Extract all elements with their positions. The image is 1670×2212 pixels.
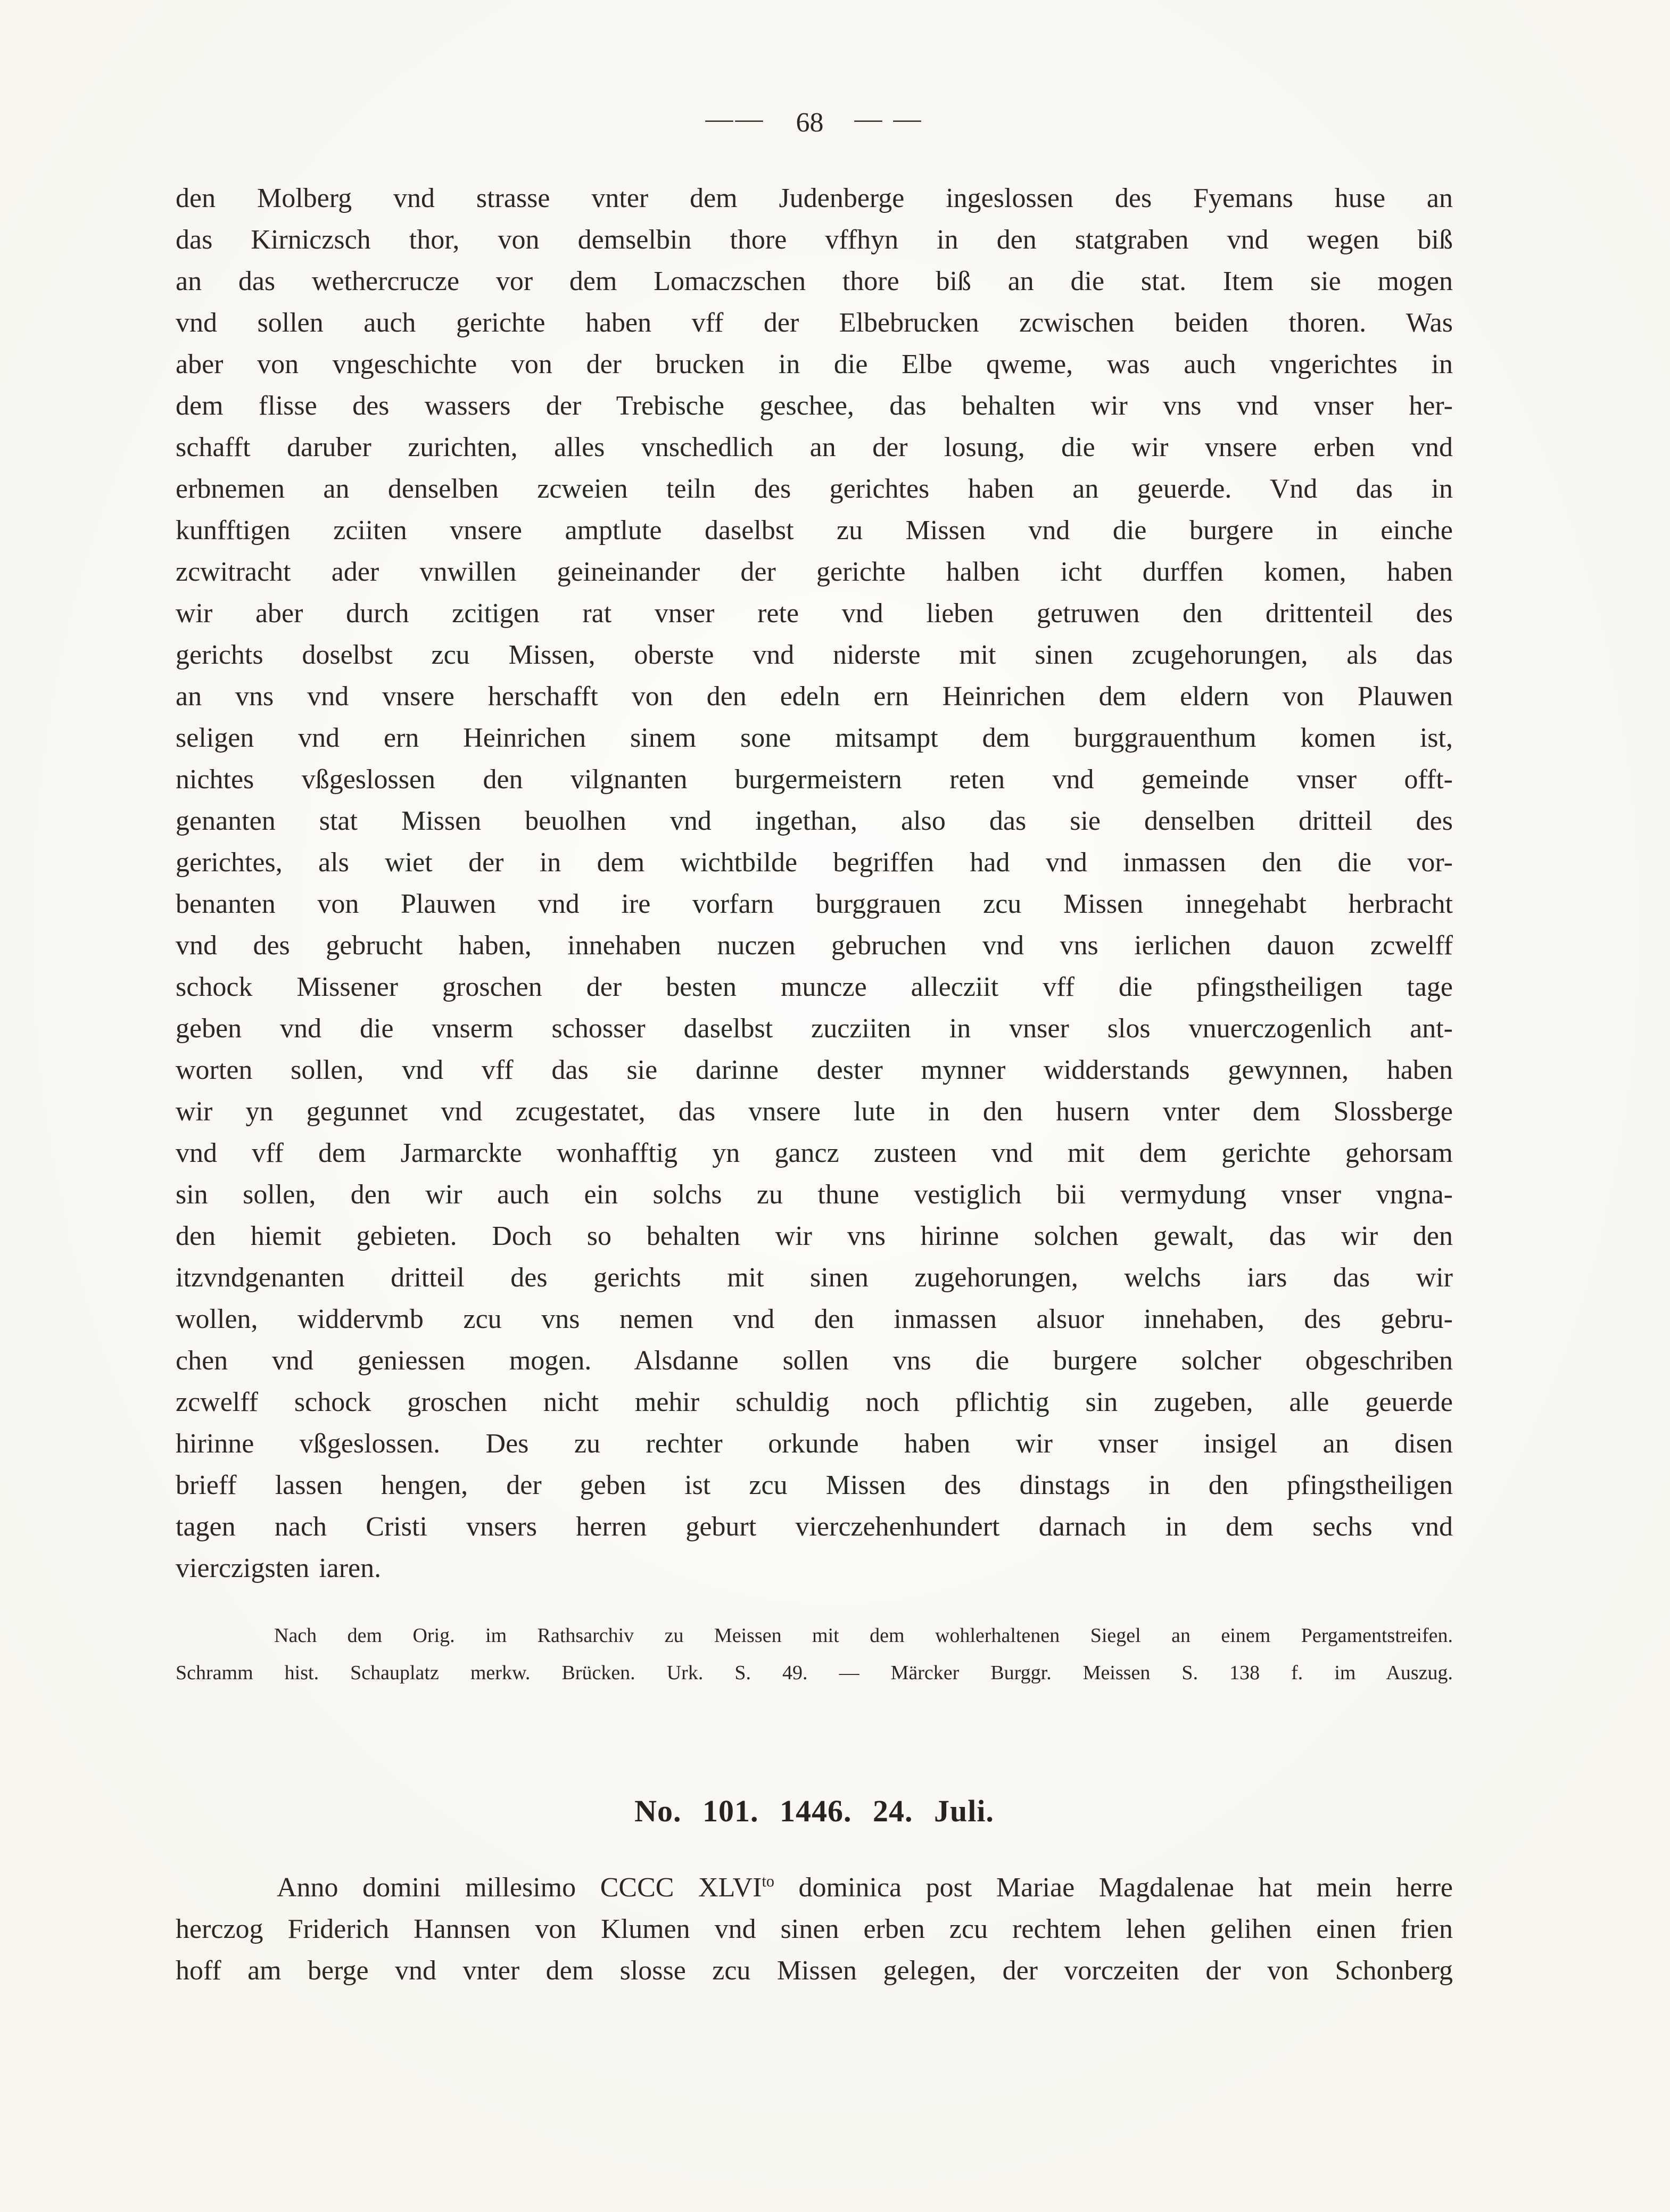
charter-text-line: geben vnd die vnserm schosser daselbst zucziiten in vnser slos vnuerczogenlich ant- (176, 1013, 1453, 1044)
charter-text-line: vnd vff dem Jarmarckte wonhafftig yn gancz zusteen vnd mit dem gerichte gehorsam (176, 1138, 1453, 1168)
charter-text-line: an vns vnd vnsere herschafft von den edeln ern Heinrichen dem eldern von Plauwen (176, 681, 1453, 712)
charter-text-line: schafft daruber zurichten, alles vnschedlich an der losung, die wir vnsere erben vnd (176, 432, 1453, 463)
charter-text-line: sin sollen, den wir auch ein solchs zu thune vestiglich bii vermydung vnser vngna- (176, 1179, 1453, 1210)
header-rule-right: — — (854, 104, 923, 134)
charter-text-line: erbnemen an denselben zcweien teiln des gerichtes haben an geuerde. Vnd das in (176, 474, 1453, 504)
charter-text-line: schock Missener groschen der besten muncze allecziit vff die pfingstheiligen tage (176, 972, 1453, 1002)
charter-text-line: wir yn gegunnet vnd zcugestatet, das vnsere lute in den husern vnter dem Slossberge (176, 1096, 1453, 1127)
charter-101-paragraph (176, 1867, 1453, 1992)
charter-text-line: an das wethercrucze vor dem Lomaczschen thore biß an die stat. Item sie mogen (176, 266, 1453, 296)
charter-text-line: worten sollen, vnd vff das sie darinne dester mynner widderstands gewynnen, haben (176, 1055, 1453, 1085)
charter-text-line: zcwelff schock groschen nicht mehir schuldig noch pflichtig sin zugeben, alle geuerde (176, 1387, 1453, 1417)
charter-text-line: den Molberg vnd strasse vnter dem Judenberge ingeslossen des Fyemans huse an (176, 183, 1453, 213)
source-note (176, 1617, 1453, 1691)
superscript-ordinal: to (762, 1872, 774, 1891)
charter-text-line: nichtes vßgeslossen den vilgnanten burgermeistern reten vnd gemeinde vnser offt- (176, 764, 1453, 795)
charter-text-line: tagen nach Cristi vnsers herren geburt vierczehenhundert darnach in dem sechs vnd (176, 1512, 1453, 1542)
charter-text-line: dem flisse des wassers der Trebische geschee, das behalten wir vns vnd vnser her- (176, 391, 1453, 421)
charter-text-line: chen vnd geniessen mogen. Alsdanne sollen vns die burgere solcher obgeschriben (176, 1346, 1453, 1376)
charter-text-line: den hiemit gebieten. Doch so behalten wir vns hirinne solchen gewalt, das wir den (176, 1221, 1453, 1251)
charter-text-line: das Kirniczsch thor, von demselbin thore vffhyn in den statgraben vnd wegen biß (176, 225, 1453, 255)
charter-text-line: wollen, widdervmb zcu vns nemen vnd den inmassen alsuor innehaben, des gebru- (176, 1304, 1453, 1334)
page-header (176, 106, 1453, 139)
charter-text-line: wir aber durch zcitigen rat vnser rete vnd lieben getruwen den drittenteil des (176, 598, 1453, 629)
source-note-line: Schramm hist. Schauplatz merkw. Brücken. Urk. S. 49. — Märcker Burggr. Meissen S. 138 f. im Auszug. (176, 1662, 1453, 1684)
charter-text-line: vnd des gebrucht haben, innehaben nuczen gebruchen vnd vns ierlichen dauon zcwelff (176, 930, 1453, 961)
charter-text-line: brieff lassen hengen, der geben ist zcu Missen des dinstags in den pfingstheiligen (176, 1470, 1453, 1500)
charter-text-line: itzvndgenanten dritteil des gerichts mit sinen zugehorungen, welchs iars das wir (176, 1262, 1453, 1293)
charter-100-continuation-text (176, 178, 1453, 1589)
charter-text-line: genanten stat Missen beuolhen vnd ingethan, also das sie denselben dritteil des (176, 806, 1453, 836)
charter-text-line: vierczigsten iaren. (176, 1553, 382, 1583)
charter-text-line: vnd sollen auch gerichte haben vff der Elbebrucken zcwischen beiden thoren. Was (176, 308, 1453, 338)
charter-101-heading: No. 101. 1446. 24. Juli. (634, 1794, 994, 1828)
charter-text-line: gerichts doselbst zcu Missen, oberste vnd niderste mit sinen zcugehorungen, als das (176, 640, 1453, 670)
source-note-line: Nach dem Orig. im Rathsarchiv zu Meissen mit dem wohlerhaltenen Siegel an einem Pergamentstreifen. (274, 1624, 1453, 1647)
charter-text-line: hoff am berge vnd vnter dem slosse zcu Missen gelegen, der vorczeiten der von Schonberg (176, 1955, 1453, 1986)
latin-dating-clause-continued: dominica post Mariae Magdalenae hat mein herre (774, 1872, 1453, 1903)
page-number: 68 (796, 108, 824, 138)
charter-text-line (176, 1867, 1453, 1909)
charter-text-line: herczog Friderich Hannsen von Klumen vnd sinen erben zcu rechtem lehen gelihen einen frien (176, 1914, 1453, 1944)
charter-text-line: kunfftigen zciiten vnsere amptlute daselbst zu Missen vnd die burgere in einche (176, 515, 1453, 546)
charter-text-line: zcwitracht ader vnwillen geineinander der gerichte halben icht durffen komen, haben (176, 557, 1453, 587)
charter-text-line: hirinne vßgeslossen. Des zu rechter orkunde haben wir vnser insigel an disen (176, 1429, 1453, 1459)
charter-text-line: gerichtes, als wiet der in dem wichtbilde begriffen had vnd inmassen den die vor- (176, 847, 1453, 878)
charter-text-line: aber von vngeschichte von der brucken in die Elbe qweme, was auch vngerichtes in (176, 349, 1453, 379)
charter-text-line: benanten von Plauwen vnd ire vorfarn burggrauen zcu Missen innegehabt herbracht (176, 889, 1453, 919)
charter-text-line: seligen vnd ern Heinrichen sinem sone mitsampt dem burggrauenthum komen ist, (176, 723, 1453, 753)
latin-dating-clause: Anno domini millesimo CCCC XLVI (277, 1872, 762, 1903)
header-rule-left: —— (705, 104, 765, 134)
